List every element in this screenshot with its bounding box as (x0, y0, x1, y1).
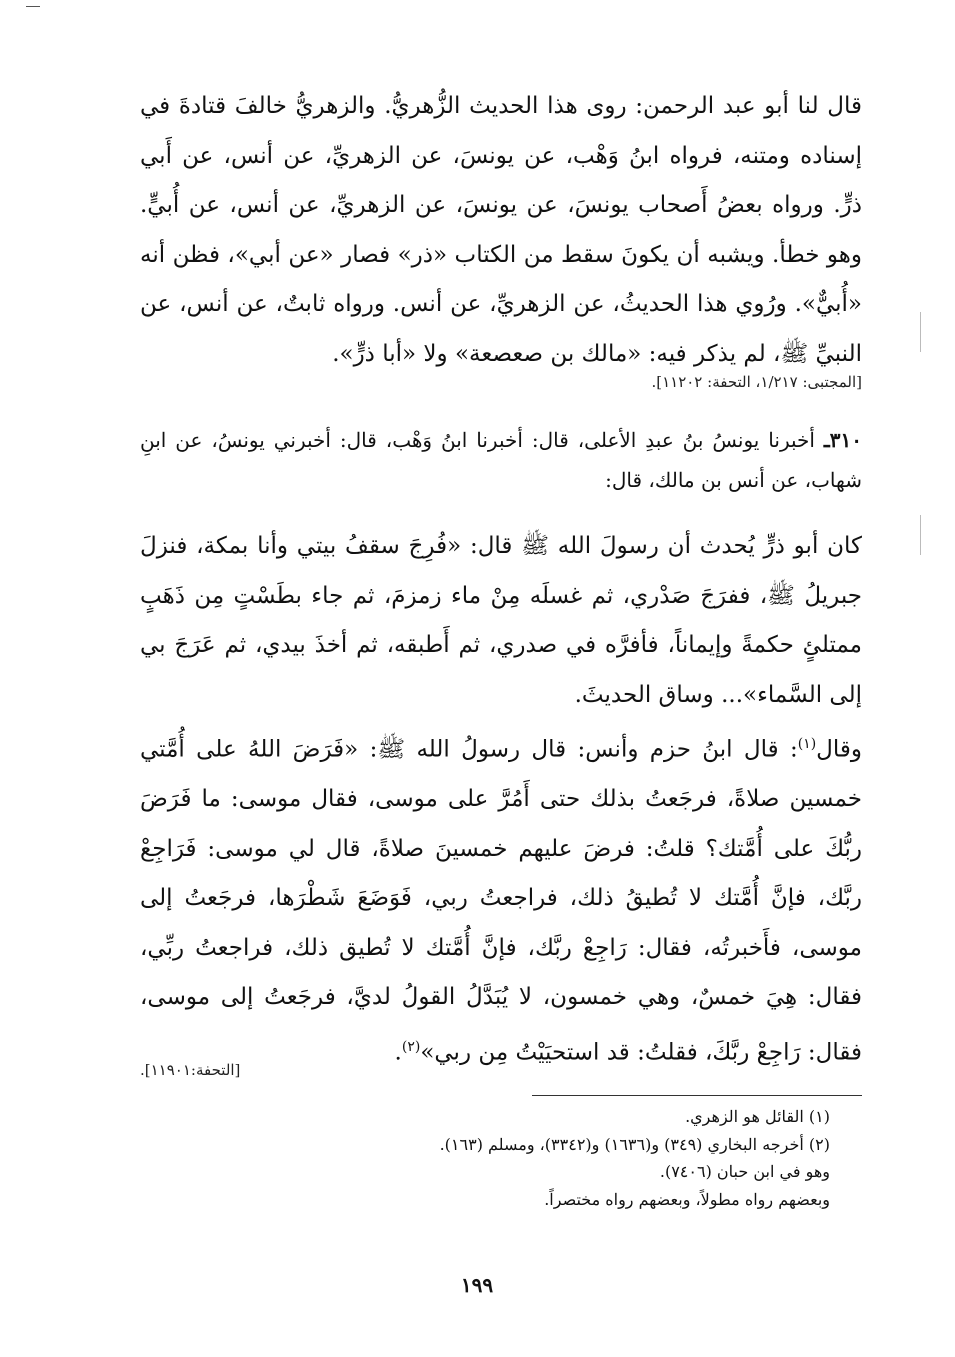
hadith-paragraph: كان أبو ذرٍّ يُحدث أن رسولَ الله ﷺ قال: «فُرِجَ سقفُ بيتي وأنا بمكة، فنزلَ جبريلُ ﷺ، ففرَجَ صَدْري، ثم غسلَه مِنْ ماء زمزمَ، ثم جاء بطَسْتٍ مِن ذَهَبٍ ممتلئٍ حكمةً وإيماناً، فأفرَّه في صدري، ثم أَطبقه، ثم أخذَ بيدي، ثم عَرَجَ بي إلى السَّماء»... وساق الحديثَ. (140, 533, 862, 708)
margin-mark (920, 312, 921, 352)
hadith-text: : قال ابنُ حزم وأنس: قال رسولُ الله ﷺ: «فَرَضَ اللهُ على أُمَّتي خمسين صلاةً، فرجَعتُ بذلك حتى أَمُرَّ على موسى، فقال موسى: ما فَرَضَ ربُّكَ على أُمَّتك؟ قلتُ: فرضَ عليهم خمسينَ صلاةً، قال لي موسى: فَرَاجِعْ ربَّك، فإنَّ أُمَّتك لا تُطيقُ ذلك، فراجعتُ ربي، فَوَضَعَ شَطْرَها، فرجَعتُ إلى موسى، فأَخبرتُه، فقال: رَاجِعْ ربَّك، فإنَّ أُمَّتك لا تُطيق ذلك، فراجعتُ ربِّي، فقال: هِيَ خمسٌ، وهي خمسون، لا يُبَدَّلُ القولُ لديَّ، فرجَعتُ إلى موسى، فقال: رَاجِعْ ربَّكَ، فقلتُ: قد استحيَيْتُ مِن ربي» (140, 736, 862, 1066)
hadith-number: ٣١٠ـ (823, 428, 862, 452)
footnote: (١) القائل هو الزهري. (685, 1107, 830, 1126)
commentary-paragraph (140, 82, 862, 379)
hadith-paragraph-2 (140, 720, 862, 1078)
reference-citation: [المجتبى: ١/٢١٧، التحفة: ١١٢٠٢]. (651, 373, 862, 391)
footnote-divider (532, 1095, 862, 1096)
reference-citation: [التحفة:١١٩٠١]. (140, 1061, 241, 1079)
page-number: ١٩٩ (460, 1273, 494, 1297)
scan-mark (26, 6, 40, 7)
commentary-text: قال لنا أبو عبد الرحمن: روى هذا الحديث الزُّهريُّ. والزهريُّ خالفَ قتادةَ في إسناده ومتنه، فرواه ابنُ وَهْب، عن يونسَ، عن الزهريِّ، عن أنس، عن أَبي ذرٍّ. ورواه بعضُ أَصحاب يونسَ، عن يونسَ، عن الزهريِّ، عن أنس، عن أُبيٍّ. وهو خطأ. ويشبه أن يكونَ سقط من الكتاب «ذر» فصار «عن أبي»، فظن أنه «أُبيٌّ». ورُوي هذا الحديثُ، عن الزهريِّ، عن أنس. ورواه ثابتٌ، عن أنس، عن النبيِّ ﷺ، لم يذكر فيه: «مالك بن صعصعة» ولا «أبا ذرٍّ». (140, 93, 862, 367)
hadith-body (140, 522, 862, 1078)
sentence-end: . (394, 1039, 402, 1066)
isnad-text: أخبرنا يونسُ بنُ عبدِ الأعلى، قال: أخبرنا ابنُ وَهْب، قال: أخبرني يونسُ، عن ابنِ شهاب، عن أنس بن مالك، قال: (140, 428, 862, 492)
footnote: (٢) أخرجه البخاري (٣٤٩) و(١٦٣٦) و(٣٣٤٢)، ومسلم (١٦٣). (439, 1134, 830, 1154)
footnote-marker: (٢) (401, 1038, 421, 1055)
hadith-isnad (140, 420, 862, 500)
footnotes (200, 1103, 830, 1213)
footnote: وهو في ابن حبان (٧٤٠٦). (659, 1162, 830, 1181)
margin-mark (920, 515, 921, 555)
footnote: وبعضهم رواه مطولاً، وبعضهم رواه مختصراً. (544, 1189, 830, 1209)
footnote-marker: (١) (797, 736, 817, 752)
narrator-lead: وقال (816, 736, 862, 763)
